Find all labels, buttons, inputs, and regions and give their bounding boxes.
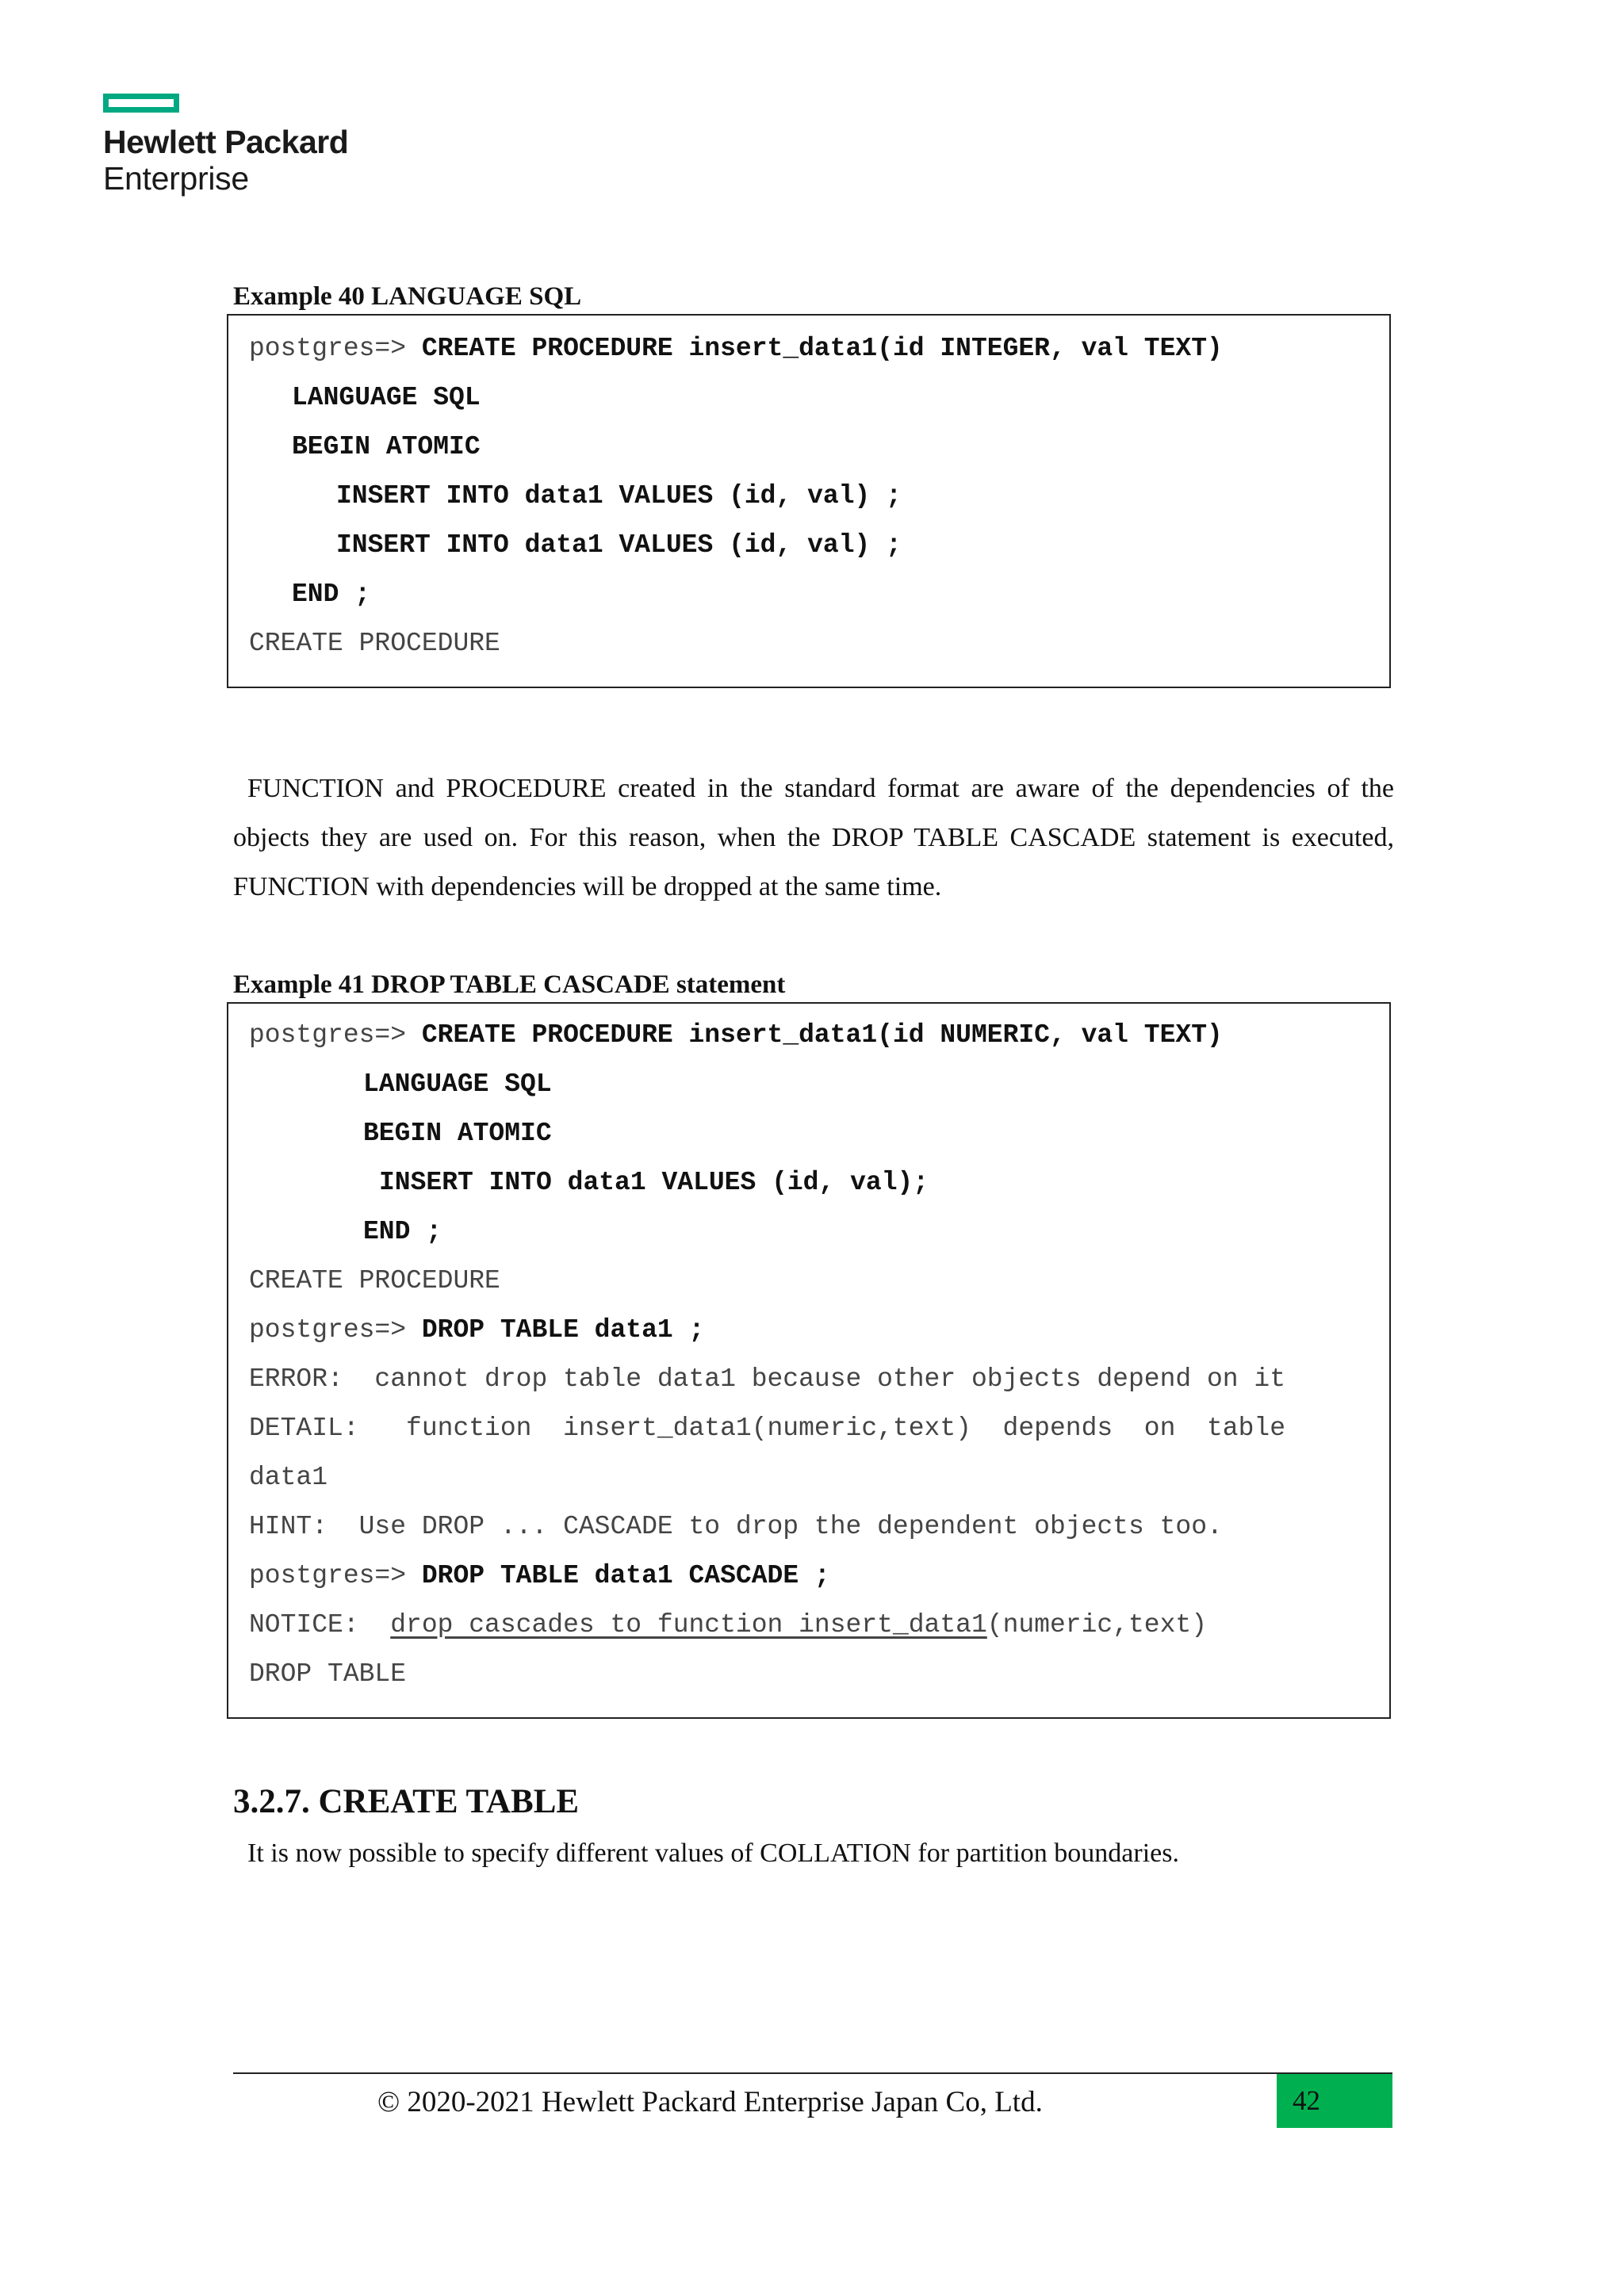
hpe-logo (103, 94, 348, 197)
code-line: BEGIN ATOMIC (363, 1119, 552, 1148)
code-line: DROP TABLE (249, 1659, 407, 1689)
code-line: CREATE PROCEDURE (249, 1266, 500, 1295)
code-line: INSERT INTO data1 VALUES (id, val); (379, 1168, 929, 1197)
code-line: LANGUAGE SQL (292, 383, 481, 412)
code-line: data1 (249, 1463, 328, 1492)
code-line: DETAIL: function insert_data1(numeric,text) depends on table (249, 1414, 1286, 1443)
example40-code-box (227, 314, 1391, 688)
section-heading: 3.2.7. CREATE TABLE (233, 1783, 580, 1820)
section-text: It is now possible to specify different values of COLLATION for partition boundaries. (247, 1839, 1179, 1868)
example41-code-box (227, 1002, 1391, 1719)
hpe-logo-mark (103, 94, 179, 113)
logo-text-line2: Enterprise (103, 160, 249, 197)
page-number: 42 (1293, 2085, 1320, 2116)
code-line: NOTICE: drop cascades to function insert_data1(numeric,text) (249, 1610, 1208, 1640)
code-line: END ; (363, 1217, 442, 1246)
code-line: postgres=> DROP TABLE data1 CASCADE ; (249, 1561, 830, 1590)
code-line: BEGIN ATOMIC (292, 432, 481, 461)
code-line: ERROR: cannot drop table data1 because other objects depend on it (249, 1364, 1286, 1394)
code-line: postgres=> CREATE PROCEDURE insert_data1(id INTEGER, val TEXT) (249, 334, 1223, 363)
body-paragraph: FUNCTION and PROCEDURE created in the standard format are aware of the dependencies of the objects they are used on. For this reason, when the DROP TABLE CASCADE statement is executed, FUNCTION with dependencies will be dropped at the same time. (233, 774, 1394, 901)
code-line: INSERT INTO data1 VALUES (id, val) ; (336, 481, 902, 511)
code-line: HINT: Use DROP ... CASCADE to drop the dependent objects too. (249, 1512, 1223, 1541)
code-line: postgres=> CREATE PROCEDURE insert_data1(id NUMERIC, val TEXT) (249, 1020, 1223, 1050)
code-line: LANGUAGE SQL (363, 1070, 552, 1099)
code-line: END ; (292, 580, 371, 609)
code-line: CREATE PROCEDURE (249, 629, 500, 658)
footer-copyright: © 2020-2021 Hewlett Packard Enterprise Japan Co, Ltd. (377, 2086, 1043, 2118)
code-line: postgres=> DROP TABLE data1 ; (249, 1315, 705, 1345)
code-line: INSERT INTO data1 VALUES (id, val) ; (336, 530, 902, 560)
page-number-badge (1277, 2074, 1392, 2128)
example40-caption: Example 40 LANGUAGE SQL (233, 282, 582, 311)
example41-caption: Example 41 DROP TABLE CASCADE statement (233, 970, 786, 999)
logo-text-line1: Hewlett Packard (103, 124, 349, 160)
footer-divider (233, 2072, 1392, 2074)
